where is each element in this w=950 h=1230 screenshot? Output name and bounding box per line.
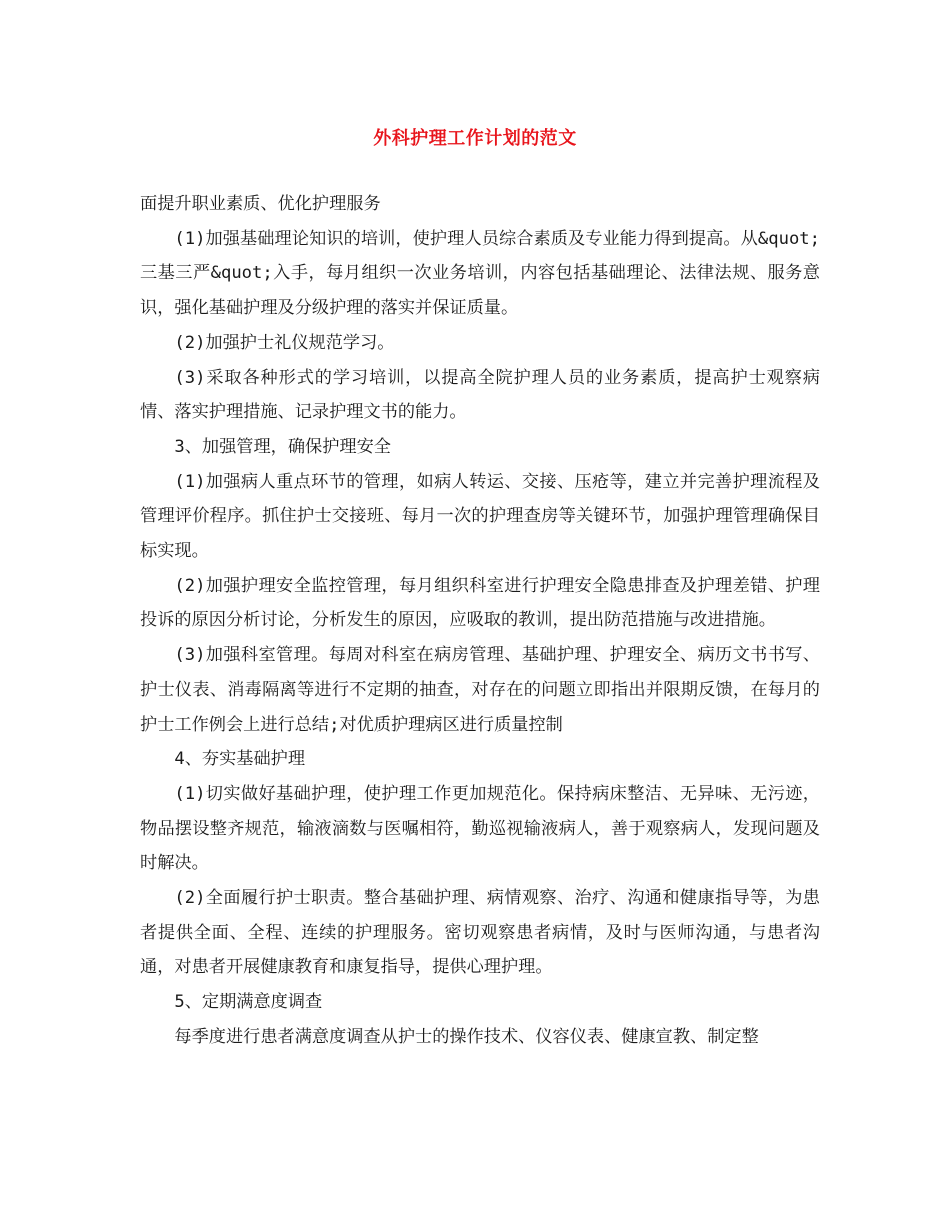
document-body [140,187,820,1055]
paragraph-1: 面提升职业素质、优化护理服务 [140,194,381,214]
section-heading-4: 4、夯实基础护理 [174,749,306,770]
paragraph-10: (1)切实做好基础护理，使护理工作更加规范化。保持病床整洁、无异味、无污迹，物品摆设整齐规范，输液滴数与医嘱相符，勤巡视输液病人，善于观察病人，发现问题及时解决。 [140,783,820,874]
section-heading-3: 3、加强管理，确保护理安全 [174,436,391,457]
section-heading-5: 5、定期满意度调查 [174,992,323,1013]
paragraph-8: (3)加强科室管理。每周对科室在病房管理、基础护理、护理安全、病历文书书写、护士仪表、消毒隔离等进行不定期的抽查，对存在的问题立即指出并限期反馈，在每月的护士工作例会上进行总结;对优质护理病区进行质量控制 [140,645,820,735]
paragraph-3: (2)加强护士礼仪规范学习。 [174,332,395,353]
paragraph-2: (1)加强基础理论知识的培训，使护理人员综合素质及专业能力得到提高。从&quot;三基三严&quot;入手，每月组织一次业务培训，内容包括基础理论、法律法规、服务意识，强化基础护理及分级护理的落实并保证质量。 [140,228,820,319]
paragraph-4: (3)采取各种形式的学习培训，以提高全院护理人员的业务素质，提高护士观察病情、落实护理措施、记录护理文书的能力。 [140,367,820,423]
paragraph-6: (1)加强病人重点环节的管理，如病人转运、交接、压疮等，建立并完善护理流程及管理评价程序。抓住护士交接班、每月一次的护理查房等关键环节，加强护理管理确保目标实现。 [140,471,820,562]
paragraph-11: (2)全面履行护士职责。整合基础护理、病情观察、治疗、沟通和健康指导等，为患者提供全面、全程、连续的护理服务。密切观察患者病情，及时与医师沟通，与患者沟通，对患者开展健康教育和康复指导，提供心理护理。 [140,888,820,978]
paragraph-7: (2)加强护理安全监控管理，每月组织科室进行护理安全隐患排查及护理差错、护理投诉的原因分析讨论，分析发生的原因，应吸取的教训，提出防范措施与改进措施。 [140,575,820,631]
paragraph-13: 每季度进行患者满意度调查从护士的操作技术、仪容仪表、健康宣教、制定整 [174,1026,759,1047]
document-title: 外科护理工作计划的范文 [373,128,577,149]
